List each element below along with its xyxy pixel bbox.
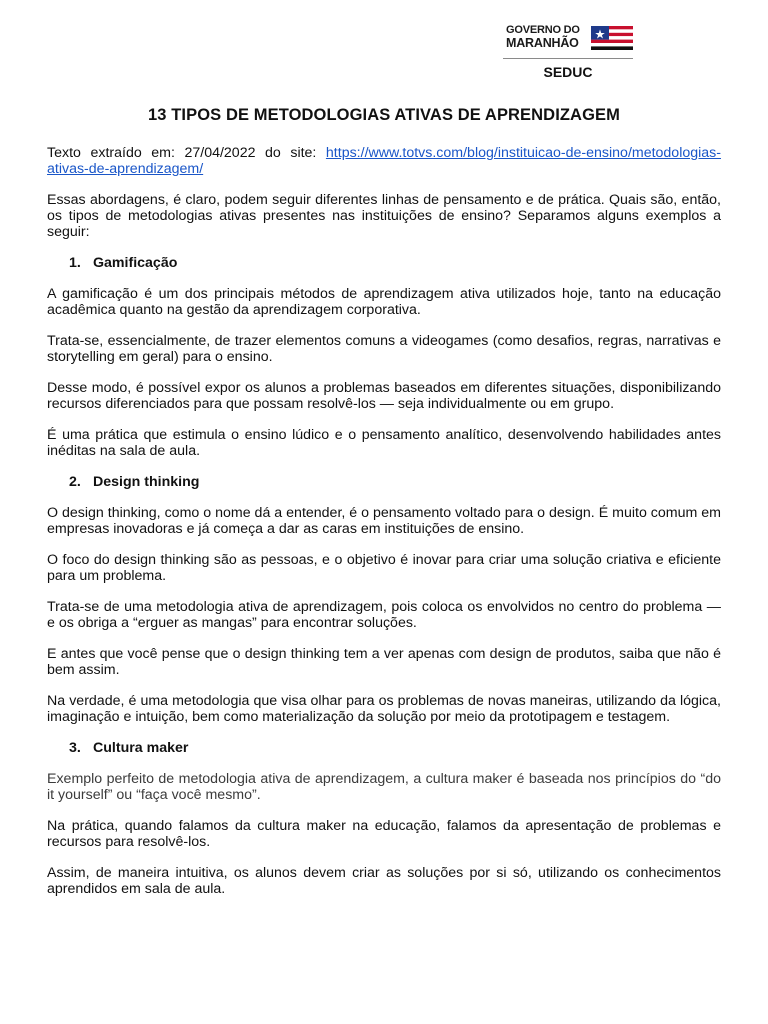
- paragraph: Trata-se, essencialmente, de trazer elementos comuns a videogames (como desafios, regras, narrativas e storytelling em geral) para o ensino.: [47, 333, 721, 365]
- section-title: Design thinking: [93, 474, 200, 490]
- paragraph: Exemplo perfeito de metodologia ativa de aprendizagem, a cultura maker é baseada nos princípios do “do it yourself” ou “faça você mesmo”.: [47, 771, 721, 803]
- paragraph: Trata-se de uma metodologia ativa de aprendizagem, pois coloca os envolvidos no centro do problema — e os obriga a “erguer as mangas” para encontrar soluções.: [47, 599, 721, 631]
- paragraph: Na verdade, é uma metodologia que visa olhar para os problemas de novas maneiras, utilizando da lógica, imaginação e intuição, bem como materialização da solução por meio da prototipagem e testagem.: [47, 693, 721, 725]
- paragraph: Assim, de maneira intuitiva, os alunos devem criar as soluções por si só, utilizando os conhecimentos aprendidos em sala de aula.: [47, 865, 721, 897]
- maranhao-flag-icon: [591, 26, 633, 50]
- document-title: 13 TIPOS DE METODOLOGIAS ATIVAS DE APRENDIZAGEM: [148, 106, 620, 124]
- paragraph: O design thinking, como o nome dá a entender, é o pensamento voltado para o design. É muito comum em empresas inovadoras e já começa a dar as caras em instituições de ensino.: [47, 505, 721, 537]
- logo-text-line2: MARANHÃO: [506, 36, 579, 50]
- document-body: [47, 106, 721, 912]
- section-heading-gamificacao: [47, 255, 721, 271]
- header-divider: [503, 58, 633, 59]
- section-title: Gamificação: [93, 255, 178, 271]
- section-number: 2.: [69, 474, 81, 490]
- paragraph: O foco do design thinking são as pessoas, e o objetivo é inovar para criar uma solução criativa e eficiente para um problema.: [47, 552, 721, 584]
- source-prefix: Texto extraído em: 27/04/2022 do site:: [47, 145, 326, 161]
- section-heading-design-thinking: [47, 474, 721, 490]
- intro-paragraph: Essas abordagens, é claro, podem seguir diferentes linhas de pensamento e de prática. Quais são, então, os tipos de metodologias ativas presentes nas instituições de ensino? Separamos alguns exemplos a seguir:: [47, 192, 721, 240]
- section-number: 1.: [69, 255, 81, 271]
- logo-text-line1: GOVERNO DO: [506, 24, 580, 36]
- source-line: [47, 145, 721, 177]
- paragraph: Na prática, quando falamos da cultura maker na educação, falamos da apresentação de problemas e recursos para resolvê-los.: [47, 818, 721, 850]
- paragraph: É uma prática que estimula o ensino lúdico e o pensamento analítico, desenvolvendo habilidades antes inéditas na sala de aula.: [47, 427, 721, 459]
- header-logo: [503, 24, 633, 80]
- source-link[interactable]: https://www.totvs.com/blog/instituicao-de-ensino/metodologias-ativas-de-aprendizagem/: [47, 145, 721, 177]
- section-title: Cultura maker: [93, 740, 189, 756]
- section-heading-cultura-maker: [47, 740, 721, 756]
- section-number: 3.: [69, 740, 81, 756]
- paragraph: Desse modo, é possível expor os alunos a problemas baseados em diferentes situações, disponibilizando recursos diferenciados para que possam resolvê-los — seja individualmente ou em grupo.: [47, 380, 721, 412]
- department-label: SEDUC: [543, 64, 593, 80]
- paragraph: E antes que você pense que o design thinking tem a ver apenas com design de produtos, saiba que não é bem assim.: [47, 646, 721, 678]
- paragraph: A gamificação é um dos principais métodos de aprendizagem ativa utilizados hoje, tanto na educação acadêmica quanto na gestão da aprendizagem corporativa.: [47, 286, 721, 318]
